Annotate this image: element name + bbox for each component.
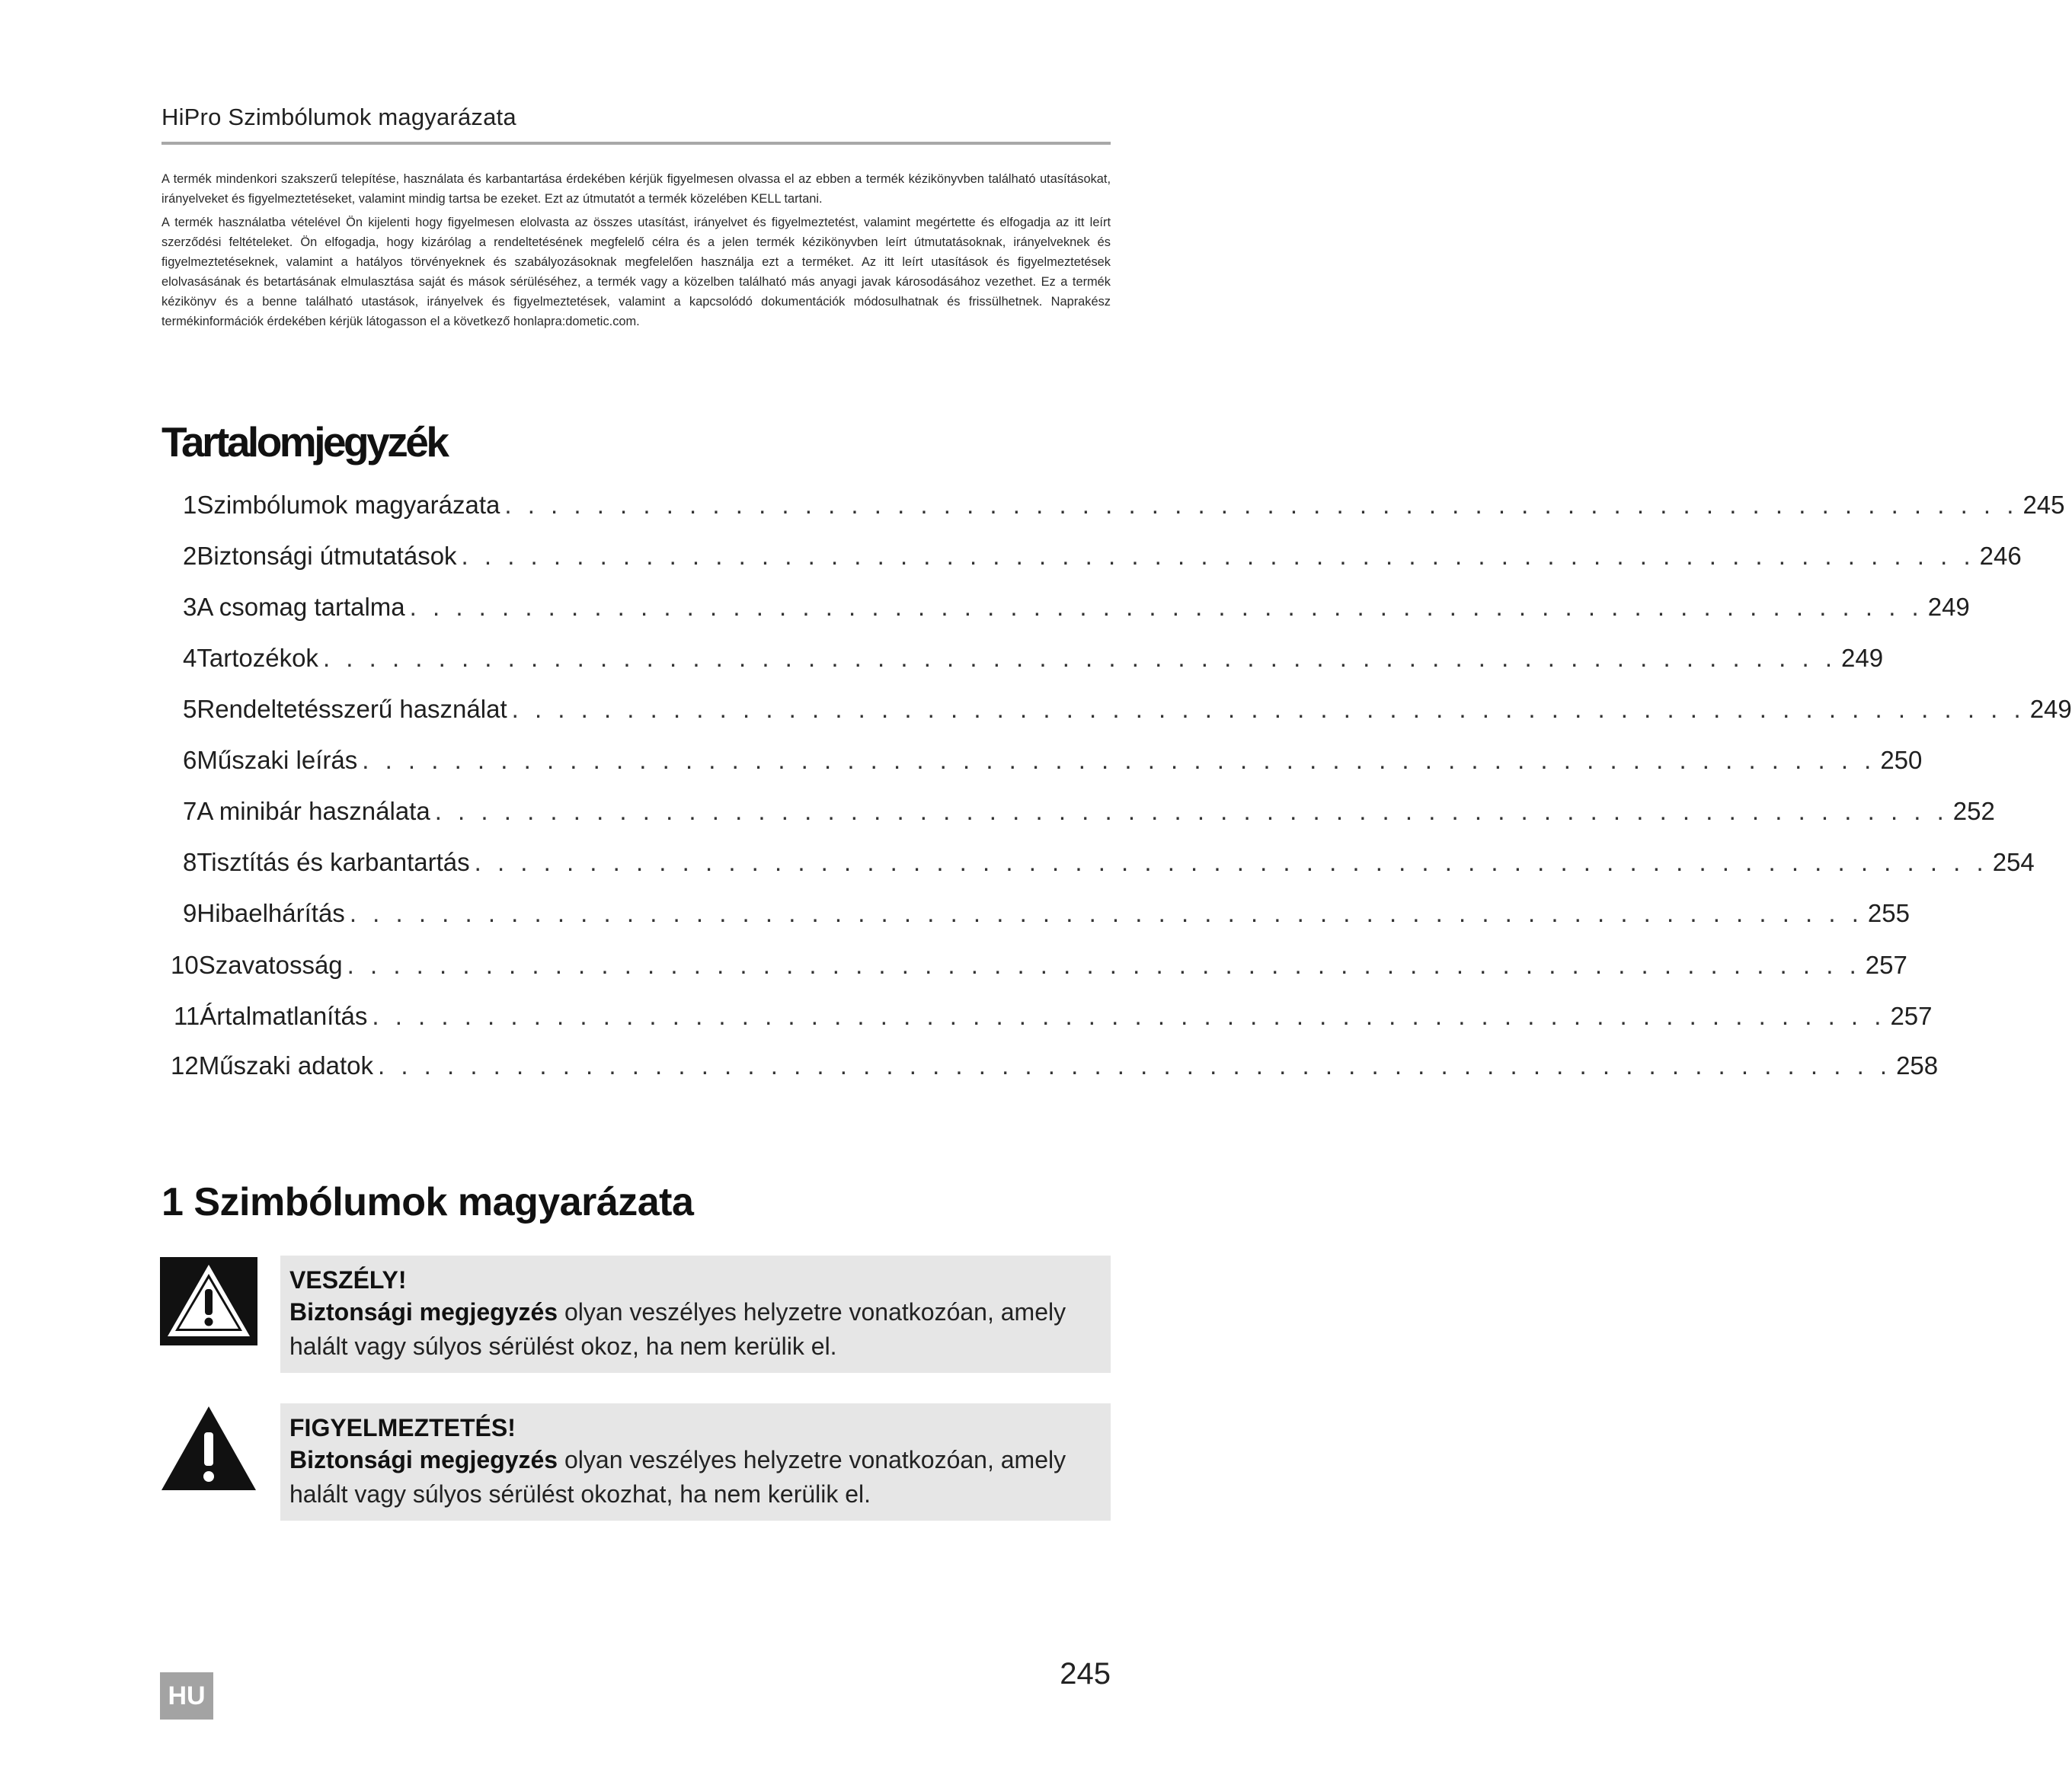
toc-entry-page: 246 bbox=[1979, 542, 2022, 570]
toc-entry-number: 4 bbox=[183, 644, 197, 672]
toc-entry-page: 252 bbox=[1952, 797, 1995, 825]
toc-entry-number: 11 bbox=[174, 1002, 200, 1030]
toc-entry-number: 9 bbox=[183, 899, 197, 927]
toc-entry-page: 258 bbox=[1896, 1051, 1939, 1080]
notice-bold-lead: Biztonsági megjegyzés bbox=[289, 1446, 558, 1473]
toc-entry-page: 250 bbox=[1880, 746, 1923, 774]
toc-entry-page: 245 bbox=[2022, 491, 2065, 519]
toc-entry[interactable] bbox=[174, 1002, 1933, 1032]
toc-entry-page: 255 bbox=[1867, 899, 1910, 927]
toc-leader-dots: . . . . . . . . . . . . . . . . . . . . . . . . . . . . . . . . . . . . . . . . . . . . . . . . . . . . . . . . . . . . . . . . . . bbox=[349, 899, 1863, 927]
toc-entry-label: Műszaki leírás bbox=[197, 746, 358, 774]
toc-entry[interactable] bbox=[183, 899, 1910, 929]
toc-entry-number: 10 bbox=[171, 951, 199, 979]
warning-triangle-icon bbox=[160, 1403, 257, 1492]
toc-entry[interactable] bbox=[183, 644, 1884, 674]
toc-entry-label: Tartozékok bbox=[197, 644, 318, 672]
toc-entry-label: Ártalmatlanítás bbox=[200, 1002, 368, 1030]
toc-entry-label: Hibaelhárítás bbox=[197, 899, 345, 927]
notice-bold-lead: Biztonsági megjegyzés bbox=[289, 1298, 558, 1326]
toc-entry-page: 249 bbox=[2029, 695, 2072, 723]
toc-entry-label: Rendeltetésszerű használat bbox=[197, 695, 507, 723]
notice-body bbox=[289, 1295, 1111, 1364]
notice-title: VESZÉLY! bbox=[289, 1266, 407, 1294]
toc-entry-label: A minibár használata bbox=[197, 797, 430, 825]
toc-entry-number: 8 bbox=[183, 848, 197, 876]
running-header: HiPro Szimbólumok magyarázata bbox=[161, 104, 516, 130]
toc-entry-page: 257 bbox=[1890, 1002, 1933, 1030]
toc-entry-label: Biztonsági útmutatások bbox=[197, 542, 457, 570]
toc-leader-dots: . . . . . . . . . . . . . . . . . . . . . . . . . . . . . . . . . . . . . . . . . . . . . . . . . . . . . . . . . . . . . . . . . . bbox=[504, 491, 2019, 519]
toc-entry[interactable] bbox=[171, 1051, 1939, 1082]
notice-text: olyan veszélyes helyzetre vonatkozóan, amely halált vagy súlyos sérülést okozhat, ha nem kerülik el. bbox=[289, 1446, 1066, 1508]
toc-heading: Tartalomjegyzék bbox=[161, 418, 447, 465]
toc-entry-label: A csomag tartalma bbox=[197, 593, 405, 621]
toc-entry-number: 3 bbox=[183, 593, 197, 621]
intro-paragraph: A termék használatba vételével Ön kijelenti hogy figyelmesen elolvasta az összes utasítást, irányelvet és figyelmeztetést, valamint megértette és elfogadja az itt leírt szerződési feltételeket. Ön elfogadja, hogy kizárólag a rendeltetésének megfelelő célra és a jelen termék kézikönyvben leírt útmutatásoknak, irányelveknek és figyelmeztetéseknek, valamint a hatályos törvényeknek és szabályozásoknak megfelelően használja ezt a terméket. Az itt leírt utasítások és figyelmeztetések elolvasásának és betartásának elmulasztása saját és mások sérüléséhez, a termék vagy a közelben található más anyagi javak károsodásához vezethet. Ez a termék kézikönyv és a benne található utastások, irányelvek és figyelmeztetések, valamint a kapcsolódó dokumentációk módosulhatnak és frissülhetnek. Naprakész termékinformációk érdekében kérjük látogasson el a következő honlapra:dometic.com. bbox=[161, 216, 1111, 328]
notice-title: FIGYELMEZTETÉS! bbox=[289, 1414, 516, 1441]
toc-leader-dots: . . . . . . . . . . . . . . . . . . . . . . . . . . . . . . . . . . . . . . . . . . . . . . . . . . . . . . . . . . . . . . . . . . bbox=[511, 695, 2026, 723]
language-badge: HU bbox=[160, 1672, 213, 1720]
toc-leader-dots: . . . . . . . . . . . . . . . . . . . . . . . . . . . . . . . . . . . . . . . . . . . . . . . . . . . . . . . . . . . . . . . . . . bbox=[372, 1002, 1886, 1030]
notice-text: olyan veszélyes helyzetre vonatkozóan, amely halált vagy súlyos sérülést okoz, ha nem kerülik el. bbox=[289, 1298, 1066, 1360]
toc-entry-page: 257 bbox=[1865, 951, 1907, 979]
toc-entry[interactable] bbox=[171, 951, 1907, 981]
section-heading: 1 Szimbólumok magyarázata bbox=[161, 1180, 694, 1224]
page-number: 245 bbox=[1060, 1657, 1111, 1691]
danger-notice bbox=[280, 1256, 1111, 1373]
toc-leader-dots: . . . . . . . . . . . . . . . . . . . . . . . . . . . . . . . . . . . . . . . . . . . . . . . . . . . . . . . . . . . . . . . . . . bbox=[378, 1051, 1892, 1080]
toc-entry-page: 249 bbox=[1927, 593, 1970, 621]
intro-paragraph: A termék mindenkori szakszerű telepítése, használata és karbantartása érdekében kérjük figyelmesen olvassa el az ebben a termék kézikönyvben található utasításokat, irányelveket és figyelmeztetéseket, valamint mindig tartsa be ezeket. Ezt az útmutatót a termék közelében KELL tartani. bbox=[161, 172, 1111, 206]
toc-entry-number: 5 bbox=[183, 695, 197, 723]
toc-leader-dots: . . . . . . . . . . . . . . . . . . . . . . . . . . . . . . . . . . . . . . . . . . . . . . . . . . . . . . . . . . . . . . . . . . bbox=[362, 746, 1876, 774]
toc-entry-number: 7 bbox=[183, 797, 197, 825]
toc-entry[interactable] bbox=[183, 746, 1923, 776]
toc-entry-number: 12 bbox=[171, 1051, 199, 1080]
toc-leader-dots: . . . . . . . . . . . . . . . . . . . . . . . . . . . . . . . . . . . . . . . . . . . . . . . . . . . . . . . . . . . . . . . . . . bbox=[347, 951, 1861, 979]
danger-warning-icon bbox=[160, 1257, 257, 1345]
header-rule bbox=[161, 142, 1111, 145]
toc-leader-dots: . . . . . . . . . . . . . . . . . . . . . . . . . . . . . . . . . . . . . . . . . . . . . . . . . . . . . . . . . . . . . . . . . . bbox=[474, 848, 1988, 876]
toc-entry[interactable] bbox=[183, 848, 2035, 878]
toc-entry[interactable] bbox=[183, 542, 2022, 572]
toc-entry-label: Műszaki adatok bbox=[198, 1051, 373, 1080]
toc-entry-label: Szimbólumok magyarázata bbox=[197, 491, 500, 519]
toc-leader-dots: . . . . . . . . . . . . . . . . . . . . . . . . . . . . . . . . . . . . . . . . . . . . . . . . . . . . . . . . . . . . . . . . . . bbox=[322, 644, 1837, 672]
toc-entry-label: Szavatosság bbox=[198, 951, 343, 979]
toc-entry-page: 249 bbox=[1841, 644, 1884, 672]
toc-leader-dots: . . . . . . . . . . . . . . . . . . . . . . . . . . . . . . . . . . . . . . . . . . . . . . . . . . . . . . . . . . . . . . . . . . bbox=[409, 593, 1923, 621]
toc-entry[interactable] bbox=[183, 797, 1995, 827]
warning-notice bbox=[280, 1403, 1111, 1521]
toc-entry-number: 6 bbox=[183, 746, 197, 774]
toc-leader-dots: . . . . . . . . . . . . . . . . . . . . . . . . . . . . . . . . . . . . . . . . . . . . . . . . . . . . . . . . . . . . . . . . . . bbox=[461, 542, 1975, 570]
toc-entry[interactable] bbox=[183, 695, 2072, 725]
toc-entry-page: 254 bbox=[1992, 848, 2035, 876]
toc-entry-number: 2 bbox=[183, 542, 197, 570]
toc-entry[interactable] bbox=[183, 491, 2065, 521]
intro-text bbox=[161, 169, 1111, 335]
toc-entry-label: Tisztítás és karbantartás bbox=[197, 848, 470, 876]
toc-entry-number: 1 bbox=[183, 491, 197, 519]
toc-leader-dots: . . . . . . . . . . . . . . . . . . . . . . . . . . . . . . . . . . . . . . . . . . . . . . . . . . . . . . . . . . . . . . . . . . bbox=[434, 797, 1949, 825]
notice-body bbox=[289, 1443, 1111, 1512]
toc-entry[interactable] bbox=[183, 593, 1970, 623]
